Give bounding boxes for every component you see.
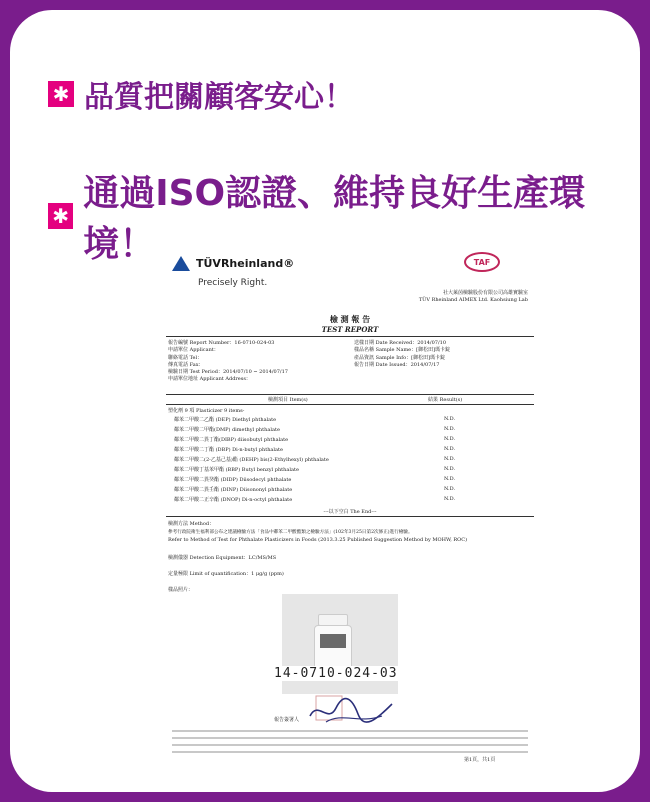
table-row: 鄰苯二甲酸二異壬酯 (DINP) Diisononyl phthalate <box>174 487 293 493</box>
loq: 定量極限 Limit of quantification：1 μg/g (ppm) <box>168 571 284 577</box>
table-row: 鄰苯二甲酸二丁酯 (DBP) Di-n-butyl phthalate <box>174 447 283 453</box>
page-number: 第1頁，共1頁 <box>464 757 496 763</box>
group-label: 塑化劑 9 項 Plasticizer 9 items- <box>168 408 245 414</box>
meta-left: 報告編號 Report Number：16-0710-024-03 申請單位 Applicant： 聯絡電話 Tel： 傳真電話 Fax： 檢驗日期 Test Period：2014/07/10 ~ 2014/07/17 申請單位地址 Applicant Address： <box>168 340 288 383</box>
col-header-result: 結果 Result(s) <box>428 397 463 403</box>
method-label: 檢測方法 Method： <box>168 521 215 527</box>
star-badge-icon: ✱ <box>48 203 73 229</box>
taf-logo: TAF <box>464 252 500 272</box>
headline-iso-text: 通過ISO認證、維持良好生產環境！ <box>83 173 586 265</box>
signer-label: 報告簽署人 <box>274 717 300 723</box>
table-cell-result: N.D. <box>444 416 456 422</box>
equipment: 檢測儀器 Detection Equipment：LC/MS/MS <box>168 555 277 561</box>
report-title-zh: 檢 測 報 告 <box>329 314 371 324</box>
tuv-logo <box>172 256 294 271</box>
table-cell-result: N.D. <box>444 496 456 502</box>
table-row: 鄰苯二甲酸二乙酯 (DEP) Diethyl phthalate <box>174 417 277 423</box>
tuv-slogan: Precisely Right. <box>198 278 268 288</box>
lab-name: 社大萊茵檢驗股份有限公司高雄實驗室 TÜV Rheinland AIMEX Ltd. Kaohsiung Lab <box>418 290 528 303</box>
table-row: 鄰苯二甲酸二異癸酯 (DIDP) Diisodecyl phthalate <box>174 477 292 483</box>
divider <box>166 394 534 395</box>
col-header-item: 檢測項目 Item(s) <box>268 397 308 403</box>
table-cell-result: N.D. <box>444 476 456 482</box>
table-cell-result: N.D. <box>444 426 456 432</box>
headline-quality-text: 品質把關顧客安心！ <box>84 80 354 115</box>
star-badge-icon: ✱ <box>48 81 74 107</box>
table-row: 鄰苯二甲酸丁基苯甲酯 (BBP) Butyl benzyl phthalate <box>174 467 299 473</box>
headline-quality <box>48 72 354 116</box>
sample-number: 14-0710-024-03 <box>274 666 398 681</box>
signature <box>306 694 396 728</box>
table-cell-result: N.D. <box>444 446 456 452</box>
report-title-en: TEST REPORT <box>321 325 379 334</box>
divider <box>166 516 534 517</box>
tuv-brand: TÜVRheinland® <box>196 257 295 270</box>
rounded-frame <box>10 10 640 792</box>
meta-right: 送樣日期 Date Received：2014/07/10 樣品名稱 Sample Name：[御松田]瑪卡錠 產品資訊 Sample Info：[御松田]瑪卡錠 報告日期 Date Issued：2014/07/17 <box>354 340 451 368</box>
table-row: 鄰苯二甲酸二甲酯(DMP) dimethyl phthalate <box>174 427 280 433</box>
tuv-triangle-icon <box>172 256 190 271</box>
fine-print <box>172 730 528 758</box>
table-row: 鄰苯二甲酸二異丁酯(DIBP) diisobutyl phthalate <box>174 437 289 443</box>
divider <box>166 336 534 337</box>
table-cell-result: N.D. <box>444 436 456 442</box>
table-cell-result: N.D. <box>444 466 456 472</box>
end-line: ---以下空白 The End--- <box>323 509 377 515</box>
table-cell-result: N.D. <box>444 486 456 492</box>
divider <box>166 404 534 405</box>
method-zh: 參考行政院衛生福利部公布之建議檢驗方法「食品中鄰苯二甲酸酯類之檢驗方法」(102年3月25日第2次修正)進行檢驗。 <box>168 530 413 535</box>
table-cell-result: N.D. <box>444 456 456 462</box>
method-en: Refer to Method of Test for Phthalate Plasticizers in Foods (2013.3.25 Published Suggestion Method by MOHW, ROC) <box>168 537 468 543</box>
table-row: 鄰苯二甲酸二(2-乙基己基)酯 (DEHP) bis(2-Ethylhexyl) phthalate <box>174 457 329 463</box>
bottle-icon <box>314 614 352 672</box>
table-row: 鄰苯二甲酸二正辛酯 (DNOP) Di-n-octyl phthalate <box>174 497 293 503</box>
test-report-document <box>158 246 542 774</box>
photo-label: 樣品照片： <box>168 587 194 593</box>
